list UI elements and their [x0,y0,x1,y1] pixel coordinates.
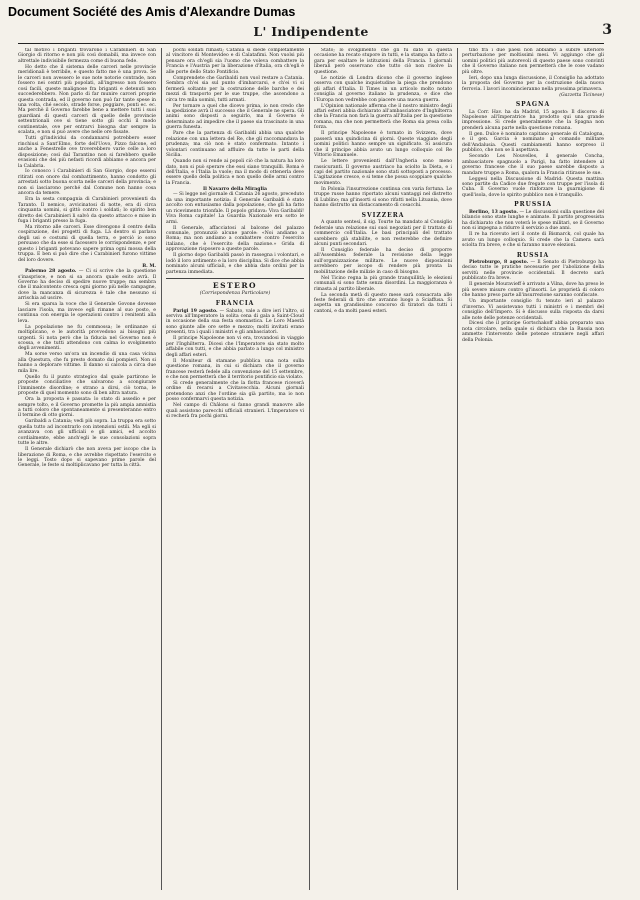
paragraph: Nel campo di Châlons si fanno grandi manovre alle quali assistono parecchi ufficiali stranieri. L'Imperatore vi si recherà fra pochi giorni. [166,403,304,420]
paragraph: Le notizie di Londra dicono che il governo inglese osserva con qualche inquietudine la piega che prendono gli affari d'Italia. Il Times in un articolo molto notato consiglia al governo italiano la prudenza, e dice che l'Europa non vedrebbe con piacere una nuova guerra. [314,75,452,103]
paragraph: Si crede generalmente che la flotta francese riceverà ordine di recarsi a Civitavecchia. Alcuni giornali pretendono anzi che l'ordine sia già partito, ma io non posso confermarvi questa notizia. [166,380,304,403]
paragraph: Il Consiglio federale ha deciso di proporre all'Assemblea federale la revisione della legge sull'organizzazione militare. Le nuove disposizioni avrebbero per iscopo di rendere più pronta la mobilitazione delle milizie in caso di bisogno. [314,247,452,275]
paragraph: — Il Senato di Pietroburgo ha deciso tutte le pratiche necessarie per l'abolizione della servitù nelle provincie occidentali. Il decreto sarà pubblicato fra breve. [462,260,604,282]
paragraph: L'Opinion nationale afferma che il nostro ministro degli affari esteri abbia dichiarato all'ambasciatore d'Inghilterra che la Francia non farà la guerra all'Italia per la questione romana, ma che non permetterà che Roma sia presa colla forza. [314,103,452,131]
paragraph: Ma ritorno alle carceri. Esse divengono il centro della cospirazione, dei progetti di fuga. Là dentro si parlava degli usi e costumi di quella terra, e perciò io sono persuaso che da esse si facessero le corrispondenze, e per questo i briganti potevano sapere prima ogni mossa della truppa. E ben si può dire che i Carabinieri furono vittime del loro dovere. [18,225,156,263]
paragraph: Il re ha ricevuto ieri il conte di Bismarck, col quale ha avuto un lungo colloquio. Si crede che la Camera sarà sciolta fra breve, e che si faranno nuove elezioni. [462,232,604,249]
paragraph: Il principe Napoleone è tornato in Svizzera, dove passerà una quindicina di giorni. Queste viaggiate degli uomini politici hanno sempre un significato. Si assicura che il principe abbia avuto un lungo colloquio col Re Vittorio Emanuele. [314,131,452,159]
paragraph: A quanto sentesi, il sig. Tourte ha mandato al Consiglio federale una relazione sui suoi negoziati per il trattato di commercio coll'Italia. Le basi principali del trattato sarebbero già stabilite, e non resterebbe che definire alcuni punti secondari. [314,220,452,247]
column-1 [18,48,156,890]
paragraph: Secondo Les Nouvelles, il generale Concha, ambasciatore spagnuolo a Parigi, ha fatto intendere al governo francese che il suo paese sarebbe disposto a mandare truppe a Roma, qualora la Francia ritirasse le sue. [462,154,604,176]
country-heading-francia: FRANCIA [215,300,255,308]
article-columns [18,48,604,890]
document-banner [0,0,640,22]
paragraph: Il generale Mouravieff è arrivato a Vilna, dove ha preso le più severe misure contro gl'insorti. Le proprietà di coloro che hanno preso parte all'insurrezione saranno confiscate. [462,282,604,299]
section-subheading: (Corrispondenza Particolare) [199,291,271,297]
paragraph: Il gen. Dulce è nominato capitano generale di Catalogna, e il gen. Garcia è nominato al comando militare dell'Andalusia. Questi cambiamenti hanno sorpreso il pubblico, che non se li aspettava. [462,131,604,154]
paragraph: Si era sparsa la voce che il Generale Govone dovesse lasciare l'isola, ma invece egli rimane al suo posto, e continua con energia le operazioni contro i renitenti alla leva. [18,302,156,324]
paragraph: Garibaldi a Catania; vedi più sopra. La truppa era sotto quella tutto ad incontrarlo con intenzioni ostili. Ma egli si avanzava con gli ufficiali e gli amici, ed accolto cordialmente, ebbe anch'egli le sue consolazioni sopra tutte le altre. [18,419,156,447]
paragraph: Il Generale dichiarò che non aveva per iscopo che la liberazione di Roma, e che avrebbe rispettato l'esercito e le leggi. Tosto dopo si sapevano prime parole del Generale, le feste si moltiplicavano per tutta la città. [18,447,156,469]
country-heading-svizzera: SVIZZERA [361,211,405,219]
paragraph: Ma sorse verso un'ora un incendio di una casa vicina alla Questura, che fu presto domato dai pompieri. Non si hanno a deplorare vittime. Il danno si calcola a circa due mila lire. [18,352,156,374]
column-rule [457,48,458,890]
country-heading-prussia: PRUSSIA [514,201,552,209]
paragraph: Nel Ticino regna la più grande tranquillità; le elezioni comunali si sono fatte senza disordini. La maggioranza è rimasta al partito liberale. [314,275,452,292]
paragraph: Le lettere provenienti dall'Ungheria sono meno rassicuranti. Il governo austriaco ha sciolto la Dieta, e i capi del partito nazionale sono stati sottoposti a processo. L'agitazione cresce, e si teme che possa scoppiare qualche movimento. [314,159,452,186]
dateline: Parigi 19 agosto. [173,308,218,314]
paragraph: Il Moniteur di stamane pubblica una nota sulla questione romana, in cui si dichiara che il governo francese resterà fedele alla convenzione del 15 settembre, e che non permetterà che il territorio pontificio sia violato. [166,358,304,381]
paragraph: tino fra i due paesi non abbiamo a subire ulteriore perturbazione per moltissimi mesi. Vi aggiungo che gli uomini politici più autorevoli di questo paese sono convinti che il Governo italiano non permetterà che le cose vadano più oltre. [462,48,604,75]
source-attribution: (Gazzetta Ticinese) [559,92,604,98]
paragraph: Tutti gl'individui da condannarsi potrebbero esser rinchiusi a Sant'Elmo, forte dell'Uovo, Pizzo falcone, ed anche a Fenestrelle ove troverebbero varie celle a loro disposizione; così dal Tarantino non si farebbero quelle evasioni che dei più nefasti ricordi abbiamo e ancora per la Calabria. [18,136,156,169]
dateline: Berlino, 13 agosto. [469,209,518,215]
paragraph: Per tornare a quel che dicevo prima, io non credo che la spedizione avrà il successo che il Generale ne spera. Gli animi sono disposti a seguirlo, ma il Governo è determinato ad impedire che il paese sia trascinato in una guerra funesta. [166,103,304,131]
section-heading-estero: ESTERO [166,278,304,290]
column-3 [314,48,452,890]
running-head [18,22,612,44]
notice-heading: Il Navarro della Miraglia [203,186,267,192]
paragraph: Dicesi che il principe Gortschakoff abbia preparato una nota circolare, nella quale si dichiara che la Russia non ammette l'intervento delle potenze straniere negli affari della Polonia. [462,321,604,343]
paragraph: Pare che la partenza di Garibaldi abbia una qualche relazione con una lettera del Re, che gli raccomandava la prudenza; ma ciò non è stato confermato. Intanto i volontari continuano ad affluire da tutte le parti della Sicilia. [166,131,304,159]
country-heading-spagna: SPAGNA [515,101,551,109]
paragraph: Quello fu il punto strategico dal quale partirono le proposte conciliative che salvarono a scongiurare l'imminente disordine; e strano a dirsi, ciò torna, le proposte di quel momento sono di ben altra natura. [18,374,156,397]
paragraph: pochi soldati rimasti; Catania si diede completamente al vincitore di Montevideo e di Calatafimi. Non vuolsi più pensare ora ch'egli sia l'uomo che voleva combattere la Francia e l'Austria per la liberazione d'Italia, ora ch'egli è alle porte dello Stato Pontificio. [166,48,304,75]
paragraph: — Ci si scrive che la questione s'inasprisce, e non si sa ancora quale esito avrà. Il Governo ha deciso di spedire nuove truppe; ma sembra che il malcontento cresca ogni giorno più nelle campagne, dove la mancanza di sicurezza è tale che nessuno si arrischia ad uscire. [18,269,156,302]
column-4 [462,48,604,890]
column-rule [161,48,162,890]
paragraph: La popolazione ne fu commossa; le ordinanze si moltiplicano, e le autorità provvedono ai bisogni più urgenti. Si nota però che la fiducia nel Governo non è scossa, e che tutti attendono con calma lo svolgimento degli avvenimenti. [18,324,156,352]
paragraph: Un importante consiglio fu tenuto ieri al palazzo d'inverno. Vi assistevano tutti i ministri e i membri del consiglio dell'Impero. Si è discusso sulla risposta da darsi alle note delle potenze occidentali. [462,299,604,321]
paragraph: Ora la proposta è passata: lo stato di assedio e per sempre tolto, e il Governo promette la più ampia amnistia a tutti coloro che spontaneamente si presenteranno entro il termine di otto giorni. [18,397,156,419]
paragraph: In Polonia l'insurrezione continua con varia fortuna. Le truppe russe hanno riportato alcuni vantaggi nel distretto di Lublino; ma gl'insorti si sono rifatti nella Lituania, dove hanno distrutto un distaccamento di cosacchi. [314,186,452,209]
paragraph: Io conosco i Carabinieri di San Giorgio, dopo essersi ritirati con onore dal combattimento, hanno condotto gli arrestati sotto buona scorta nelle carceri della provincia; e non si lasciarono perché dal Comune non hanno cosa ancora da temere. [18,169,156,197]
paragraph: Il giorno dopo Garibaldi passò in rassegna i volontari, e lodò il loro ardimento e la loro disciplina. Si dice che abbia nominato alcuni ufficiali, e che abbia dato ordini per la partenza immediata. [166,253,304,275]
page-number: 3 [602,22,612,38]
article-signature: B. M. [142,263,156,269]
column-rule [309,48,310,890]
paragraph: La seconda metà di questo mese sarà consacrata alle feste federali di tiro che avranno luogo a Sciaffusa. Si aspetta un grandissimo concorso di tiratori da tutti i cantoni, e da molti paesi esteri. [314,292,452,314]
country-heading-russia: RUSSIA [516,251,550,259]
paragraph: La Corr. Hav. ha da Madrid, 15 agosto: Il discorso di Napoleone all'Imperatrice ha prodotto qui una grande impressione. Si crede generalmente che la Spagna non prenderà alcuna parte nella questione romana. [462,109,604,131]
column-2 [166,48,304,890]
dateline: Palermo 28 agosto. [25,269,77,275]
paragraph: tal motivo i briganti trovarono i Carabinieri di San Giorgio di ritorno e non più così domabili, ma invece con altrettale indivisibile fermezza come di buona fede. [18,48,156,64]
paragraph: Quando non si rende ai popoli ciò che la natura ha loro dato, non si può sperare che essi siano tranquilli. Roma è dell'Italia, e l'Italia la vuole; ma il modo di ottenerla deve essere quello della politica e non quello delle armi contro la Francia. [166,159,304,186]
newspaper-title: L' Indipendente [253,24,369,39]
paragraph: — Si legge nel giornale di Catania 26 agosto, preceduto da una importante notizia: il Generale Garibaldi è stato accolto con entusiasmo dalla popolazione, che gli ha fatto un ricevimento trionfale. Il popolo gridava: Viva Garibaldi! Viva Roma capitale! La Guardia Nazionale era sotto le armi. [166,192,304,225]
paragraph: Il principe Napoleone non vi era, trovandosi in viaggio per l'Inghilterra. Dicesi che l'Imperatore sia stato molto affabile con tutti, e che abbia parlato a lungo col ministro degli affari esteri. [166,336,304,358]
banner-title: Document Société des Amis d'Alexandre Dumas [8,5,296,19]
newspaper-page [18,22,612,892]
paragraph: Ho detto che il sistema delle carceri nelle provincie meridionali è terribile, e questo fatto me è una prova. Se le carceri non avessero le sue note notorie contrade, non fossero nei centri più popolati, all'ingresso non fossero così facili, queste malignose fra briganti e detenuti non succederebbero. Non parlo di far munire carceri proprie questa contrada, ed il governo non può far tante spese in una volta, ché secolo, strade forse, poggiare, ponti ec. ec. Ma perchè il Governo farebbe bene a mettere tutti i suoi guardiani di questi carceri di quelle delle provincie settentrionali ove si tiene sotto gli occhi il modo continentale, ove per entrarvi bisogna dar sempre la scalata, e non si può avere che nelle ore fissate. [18,64,156,136]
paragraph: Comprendete che Garibaldi non vuol restare a Catania. Sembra ch'ei sia sul punto d'imbarcarsi, e ch'ei vi si fermerà soltanto per la costruzione delle barche e dei mezzi di trasporto per le sue truppe, che ascendono a circa tre mila uomini, tutti armati. [166,75,304,103]
paragraph: Era la sesta compagnia di Carabinieri provenienti da Taranto. Il nemico, avvicinatosi di notte, era di circa cinquanta uomini, si gittò contro i soldati; lo spirito ben diretto dei Carabinieri li salvò da questo attacco e mise in fuga i briganti presso la fuga. [18,197,156,225]
paragraph: Il Generale, affacciatosi al balcone del palazzo comunale, pronunziò alcune parole: «Noi andiamo a Roma; ma non andiamo a combattere contro l'esercito italiano, che è l'esercito della nazione.» Grida di approvazione risposero a queste parole. [166,225,304,253]
paragraph: Leggesi nella Discussione di Madrid: Questa mattina sono partite da Cadice due fregate con truppe per l'isola di Cuba. Il Governo vuole rinforzare la guarnigione di quell'isola, dove lo spirito pubblico non è tranquillo. [462,176,604,198]
paragraph: Ieri, dopo una lunga discussione, il Consiglio ha adottato la proposta del Governo per la costruzione della nuova ferrovia. I lavori incomincieranno nella prossima primavera. [462,75,604,92]
dateline: Pietroburgo, 8 agosto. [469,260,529,265]
paragraph: Stato; lo svolgimento che gli fu dato in questa occasione ha recato stupore in tutti, e la stampa ha fatto a gara per esaltare le istituzioni della Francia. I giornali liberali però osservano che tutto ciò non risolve la questione. [314,48,452,75]
paragraph: — Le discussioni sulla questione del bilancio sono state lunghe e animate. Il partito progressista ha dichiarato che non voterà le spese militari, se il Governo non si impegna a ridurre il servizio a due anni. [462,209,604,232]
paragraph: — Sabato, vale a dire ieri l'altro, si serviva all'Imperatore la solita cena di gala a Saint-Cloud in occasione della sua festa onomastica. Le Loro Maestà sono giunte alle ore sette e mezzo; molti invitati erano presenti, tra i quali i ministri e gli ambasciatori. [166,308,304,336]
